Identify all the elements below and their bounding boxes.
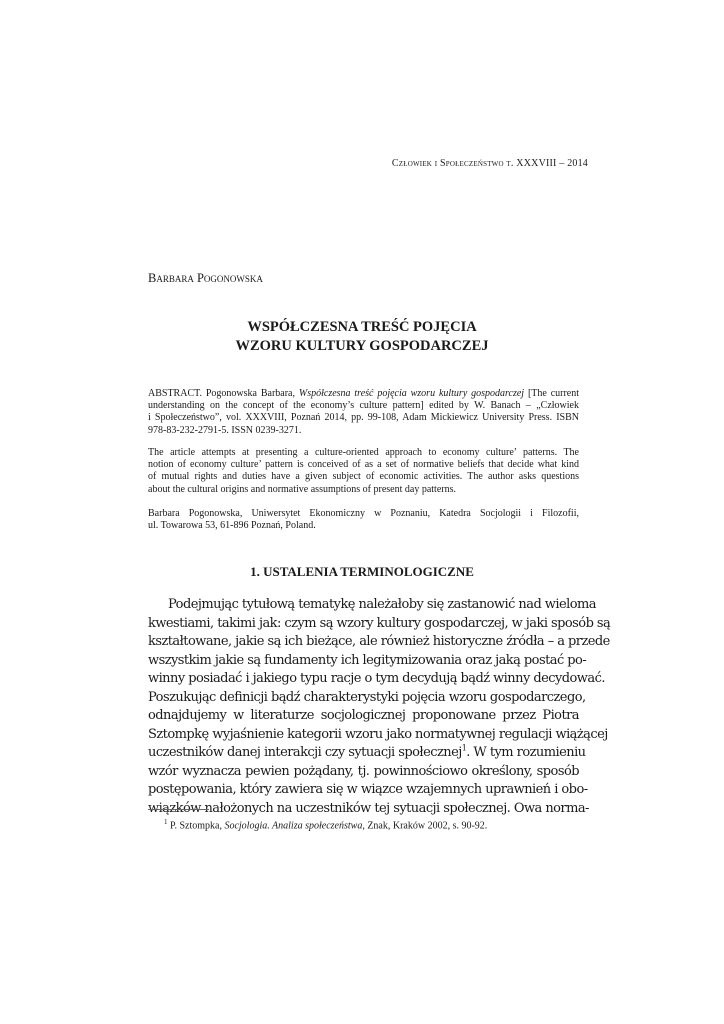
summary <box>148 447 579 496</box>
title-line-2: WZORU KULTURY GOSPODARCZEJ <box>235 338 489 354</box>
article-title <box>148 318 576 356</box>
abstract-title-italic: Współczesna treść pojęcia wzoru kultury gospodarczej <box>298 388 525 399</box>
body-line: kształtowane, jakie są ich bieżące, ale również historyczne źródła – a przede <box>148 634 610 649</box>
abstract-line-4: 978-83-232-2791-5. ISSN 0239-3271. <box>148 424 302 436</box>
footnote-divider <box>148 809 209 810</box>
affiliation-line-2: ul. Towarowa 53, 61-896 Poznań, Poland. <box>148 520 316 532</box>
section-heading: 1. USTALENIA TERMINOLOGICZNE <box>250 564 474 579</box>
body-line: winny posiadać i jakiego typu racje o tym decydują bądź winny decydować. <box>148 671 605 686</box>
footnote: $^1$ P. Sztompka, Socjologia. Analiza społeczeństwa, Znak, Kraków 2002, s. 90-92. <box>164 818 488 832</box>
summary-line-1: The article attempts at presenting a culture-oriented approach to economy culture’ patterns. The <box>148 447 579 458</box>
footnote-marker: 1 <box>164 818 168 826</box>
abstract <box>148 388 579 437</box>
affiliation-line-1: Barbara Pogonowska, Uniwersytet Ekonomiczny w Poznaniu, Katedra Socjologii i Filozofii, <box>148 508 579 519</box>
body-line: Sztompkę wyjaśnienie kategorii wzoru jako normatywnej regulacji wiążącej <box>148 726 608 742</box>
running-head: Człowiek i Społeczeństwo t. XXXVIII – 2014 <box>391 158 588 169</box>
abstract-line-1: ABSTRACT. Pogonowska Barbara, Współczesna treść pojęcia wzoru kultury gospodarczej [The current <box>148 388 580 399</box>
body-line: Podejmując tytułową tematykę należałoby się zastanowić nad wieloma <box>168 597 597 612</box>
footnote-reference: 1 <box>461 743 467 753</box>
footnote-book-title: Socjologia. Analiza społeczeństwa <box>224 820 363 832</box>
summary-line-3: of mutual rights and duties have a given subject of economic activities. The author asks questions <box>148 471 579 483</box>
title-line-1: WSPÓŁCZESNA TREŚĆ POJĘCIA <box>247 319 477 335</box>
summary-line-4: about the cultural origins and normative assumptions of present day patterns. <box>148 483 456 495</box>
abstract-line-2: understanding on the concept of the economy’s culture pattern] edited by W. Banach – „Człowiek <box>148 400 579 412</box>
affiliation <box>148 508 579 532</box>
body-line: Poszukując definicji bądź charakterystyki pojęcia wzoru gospodarczego, <box>148 689 586 705</box>
body-line: odnajdujemy w literaturze socjologicznej proponowane przez Piotra <box>148 708 579 723</box>
abstract-line-3: i Społeczeństwo”, vol. XXXVIII, Poznań 2014, pp. 99-108, Adam Mickiewicz University Press. ISBN <box>148 412 579 424</box>
body-line: uczestników danej interakcji czy sytuacji społecznej$^1$. W tym rozumieniu <box>148 743 586 760</box>
body-line: postępowania, który zawiera się w wiązce wzajemnych uprawnień i obo- <box>148 782 588 797</box>
body-line: wiązków nałożonych na uczestników tej sytuacji społecznej. Owa norma- <box>148 800 589 816</box>
summary-line-2: notion of economy culture’ pattern is conceived of as a set of normative beliefs that decide what kind <box>148 459 579 471</box>
author-name: Barbara Pogonowska <box>148 271 263 285</box>
body-line: kwestiami, takimi jak: czym są wzory kultury gospodarczej, w jaki sposób są <box>148 615 611 631</box>
abstract-label: ABSTRACT. <box>148 388 202 399</box>
body-line: wzór wyznacza pewien pożądany, tj. powinnościowo określony, sposób <box>148 763 579 779</box>
body-line: wszystkim jakie są fundamenty ich legitymizowania oraz jaką postać po- <box>148 652 587 668</box>
body-text <box>148 596 611 818</box>
